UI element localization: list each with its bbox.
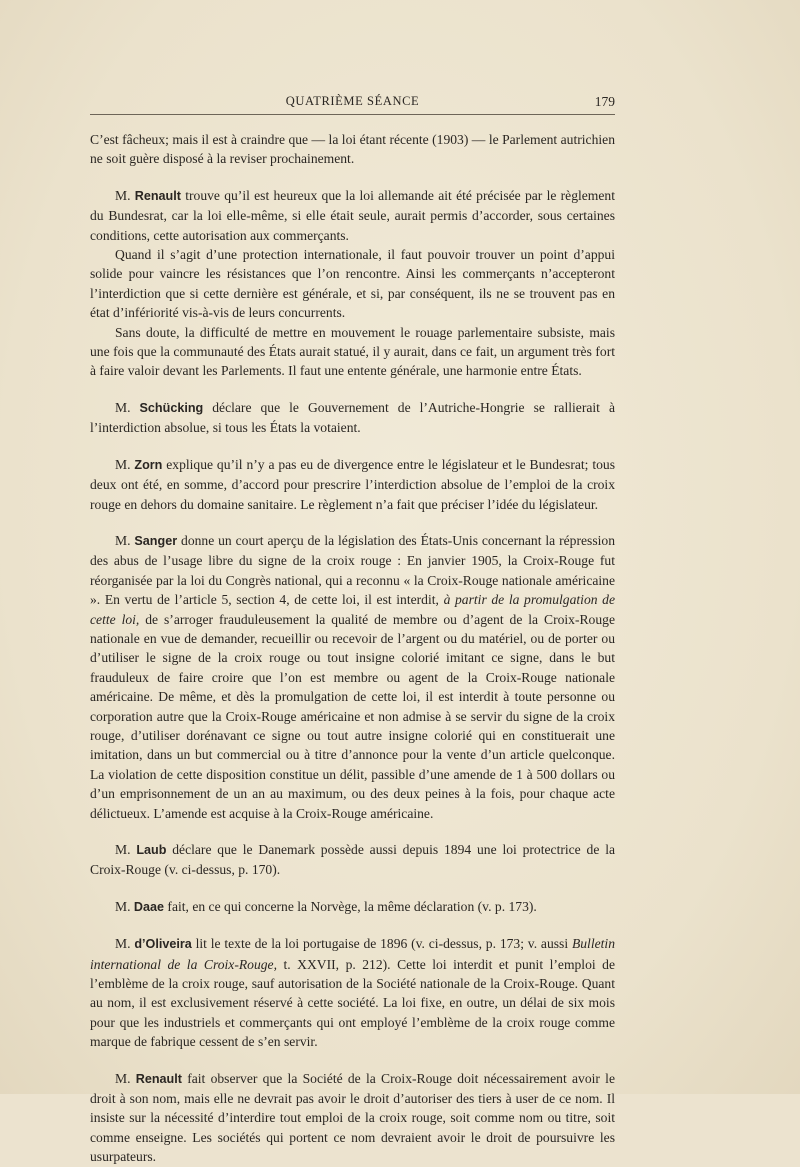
paragraph-parliament: Sans doute, la difficulté de mettre en mouvement le rouage parlementaire subsiste, mais une fois que la communauté des États aurait statué, il y aurait, dans ce fait, un argument très fort à faire valoir devant les Parlements. Il faut une entente générale, une harmonie entre États. (90, 324, 615, 379)
paragraph-renault-1: M. Renault trouve qu’il est heureux que la loi allemande ait été précisée par le règlement du Bundesrat, car la loi elle-même, si elle était seule, aurait permis d’accorder, sous certaines conditions, cette autorisation aux commerçants. (90, 187, 615, 243)
italic-phrase: à partir de la promulgation de cette loi, (90, 592, 615, 627)
paragraph-daae: M. Daae fait, en ce qui concerne la Norvège, la même déclaration (v. p. 173). (115, 898, 537, 914)
speaker-name: Renault (135, 1071, 182, 1086)
page-header (90, 94, 615, 115)
speaker-name: Schücking (139, 400, 204, 415)
paragraph-laub: M. Laub déclare que le Danemark possède aussi depuis 1894 une loi protectrice de la Croix-Rouge (v. ci-dessus, p. 170). (90, 842, 615, 878)
speaker-name: Laub (136, 843, 167, 857)
italic-title: Bulletin international de la Croix-Rouge, (90, 936, 615, 972)
body-text (90, 130, 615, 1167)
speaker-name: Daae (133, 899, 165, 914)
paragraph-renault-2: M. Renault fait observer que la Société de la Croix-Rouge doit nécessairement avoir le droit à son nom, mais elle ne devrait pas avoir le droit d’autoriser des tiers à user de ce nom. Il insiste sur la nécessité d’interdire tout emploi de la croix rouge, soit comme nom ou titre, soit comme enseigne. Les sociétés qui portent ce nom devraient avoir le droit de poursuivre les usurpateurs. (90, 1070, 615, 1165)
speaker-name: Renault (134, 188, 181, 203)
paragraph-schucking: M. Schücking déclare que le Gouvernement de l’Autriche-Hongrie se rallierait à l’interdiction absolue, si tous les États la votaient. (90, 399, 615, 436)
running-head: QUATRIÈME SÉANCE (285, 94, 420, 108)
paragraph-oliveira: M. d’Oliveira lit le texte de la loi portugaise de 1896 (v. ci-dessus, p. 173; v. aussi Bulletin international de la Croix-Rouge, t. XXVII, p. 212). Cette loi interdit et punit l’emploi de l’emblème de la croix rouge, sauf autorisation de la Société nationale de la Croix-Rouge. Quant au nom, il est exclusivement réservé à cette société. La loi fixe, en outre, un délai de six mois pour que les industriels et commerçants qui ont employé l’emblème de la croix rouge comme marque de fabrique cessent de s’en servir. (90, 936, 615, 1050)
paragraph-protection: Quand il s’agit d’une protection internationale, il faut pouvoir trouver un point d’appui solide pour vaincre les résistances que l’on rencontre. Ainsi les commerçants n’accepteront l’interdiction que si cette dernière est générale, et si, par conséquent, ils ne se trouvent pas en état d’infériorité vis-à-vis de leurs concurrents. (90, 247, 615, 321)
paragraph-austria-note: C’est fâcheux; mais il est à craindre que — la loi étant récente (1903) — le Parlement autrichien ne soit guère disposé à la reviser prochainement. (90, 132, 615, 167)
speaker-name: Sanger (134, 533, 178, 548)
speaker-name: Zorn (134, 457, 163, 472)
paragraph-zorn: M. Zorn explique qu’il n’y a pas eu de divergence entre le législateur et le Bundesrat; tous deux ont été, en somme, d’accord pour prescrire l’interdiction absolue de l’emploi de la croix rouge en dehors du domaine sanitaire. Le règlement n’a fait que préciser l’idée du législateur. (90, 456, 615, 512)
paragraph-sanger: M. Sanger donne un court aperçu de la législation des États-Unis concernant la répression des abus de l’usage libre du signe de la croix rouge : En janvier 1905, la Croix-Rouge fut réorganisée par la loi du Congrès national, qui a reconnu « la Croix-Rouge nationale américaine ». En vertu de l’article 5, section 4, de cette loi, il est interdit, à partir de la promulgation de cette loi, de s’arroger frauduleusement la qualité de membre ou d’agent de la Croix-Rouge nationale en vue de demander, recueillir ou recevoir de l’argent ou du matériel, ou de porter ou d’utiliser le signe de la croix rouge ou tout insigne colorié imitant ce signe, dans le but frauduleux de faire croire que l’on est membre ou agent de la Croix-Rouge nationale américaine. De même, et dès la promulgation de cette loi, il est interdit à toute personne ou corporation autre que la Croix-Rouge américaine et non admise à se servir du signe de la croix rouge, d’utiliser dorénavant ce signe ou tout autre insigne colorié qui en constituerait une imitation, dans un but commercial ou à titre d’annonce pour la vente d’un article quelconque. La violation de cette disposition constitue un délit, passible d’une amende de 1 à 500 dollars ou d’un emprisonnement de un an au maximum, ou des deux peines à la fois, pour chaque acte délictueux. L’amende est acquise à la Croix-Rouge américaine. (90, 532, 615, 821)
speaker-name: d’Oliveira (134, 937, 192, 952)
page-number: 179 (594, 94, 615, 109)
